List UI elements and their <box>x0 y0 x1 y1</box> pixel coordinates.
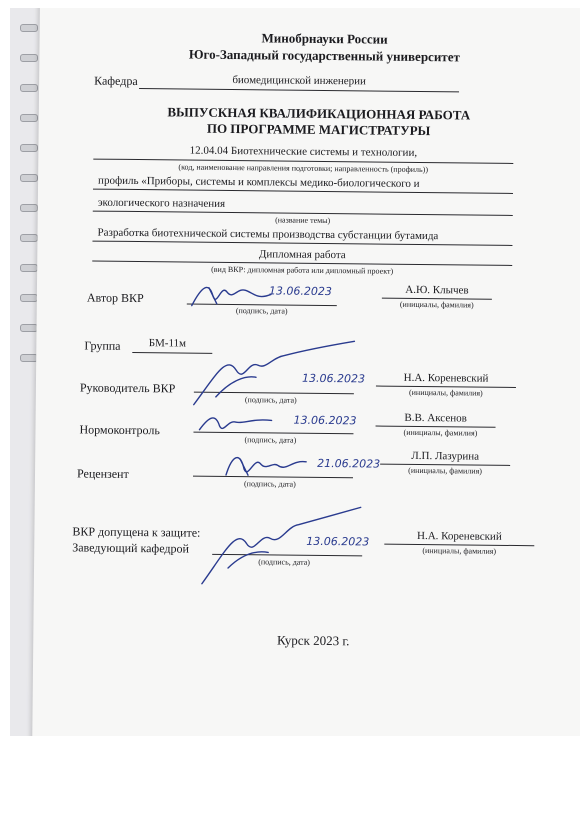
reviewer-date: 21.06.2023 <box>317 456 381 471</box>
program-caption: (код, наименование направления подготовки; направленность (профиль)) <box>178 162 429 175</box>
supervisor-label: Руководитель ВКР <box>79 380 176 396</box>
department-value: биомедицинской инженерии <box>232 74 366 88</box>
normcontrol-sign-caption: (подпись, дата) <box>244 435 297 445</box>
city-year: Курск 2023 г. <box>277 632 350 649</box>
document-photo <box>10 8 580 736</box>
group-value: БМ-11м <box>148 337 187 350</box>
department-underline <box>139 88 459 92</box>
theme-text: Разработка биотехнической системы производства субстанции бутамида <box>97 226 439 243</box>
reviewer-signature <box>220 445 310 482</box>
admission-label-line1: ВКР допущена к защите: <box>72 524 201 540</box>
profile-underline-1 <box>93 189 513 194</box>
normcontrol-label: Нормоконтроль <box>79 422 160 438</box>
admission-date: 13.06.2023 <box>306 534 370 549</box>
reviewer-name-caption: (инициалы, фамилия) <box>408 465 482 476</box>
normcontrol-signature <box>195 410 275 437</box>
normcontrol-date: 13.06.2023 <box>293 413 357 428</box>
theme-caption: (название темы) <box>275 215 331 226</box>
program-code: 12.04.04 Биотехнические системы и технологии, <box>189 144 418 159</box>
admission-sign-caption: (подпись, дата) <box>258 557 311 567</box>
supervisor-sign-caption: (подпись, дата) <box>244 395 297 405</box>
normcontrol-name-caption: (инициалы, фамилия) <box>403 427 478 438</box>
author-name: А.Ю. Клычев <box>405 283 469 297</box>
author-sign-caption: (подпись, дата) <box>235 306 288 316</box>
author-name-caption: (инициалы, фамилия) <box>399 299 474 310</box>
reviewer-label: Рецензент <box>76 466 129 481</box>
supervisor-name: Н.А. Кореневский <box>403 371 489 385</box>
department-label: Кафедра <box>94 73 138 89</box>
reviewer-name: Л.П. Лазурина <box>411 449 480 463</box>
work-type-caption: (вид ВКР: дипломная работа или дипломный проект) <box>211 264 394 276</box>
theme-underline <box>92 241 512 246</box>
admission-name-caption: (инициалы, фамилия) <box>422 546 497 556</box>
reviewer-sign-caption: (подпись, дата) <box>243 479 296 489</box>
normcontrol-name: В.В. Аксенов <box>404 411 467 425</box>
profile-line2: экологического назначения <box>97 196 226 210</box>
author-date: 13.06.2023 <box>268 284 332 299</box>
work-title-line1: ВЫПУСКНАЯ КВАЛИФИКАЦИОННАЯ РАБОТА <box>167 104 471 123</box>
title-page <box>32 8 580 736</box>
group-label: Группа <box>84 338 121 353</box>
supervisor-date: 13.06.2023 <box>301 371 366 386</box>
profile-line1: профиль «Приборы, системы и комплексы медико-биологического и <box>98 174 420 190</box>
admission-label-line2: Заведующий кафедрой <box>72 540 190 556</box>
supervisor-name-caption: (инициалы, фамилия) <box>408 387 483 398</box>
admission-name: Н.А. Кореневский <box>416 529 502 543</box>
author-label: Автор ВКР <box>86 290 144 306</box>
work-title-line2: ПО ПРОГРАММЕ МАГИСТРАТУРЫ <box>206 120 431 139</box>
ministry-title: Минобрнауки России <box>261 30 388 47</box>
university-name: Юго-Западный государственный университет <box>188 46 460 65</box>
work-type: Дипломная работа <box>258 248 346 262</box>
